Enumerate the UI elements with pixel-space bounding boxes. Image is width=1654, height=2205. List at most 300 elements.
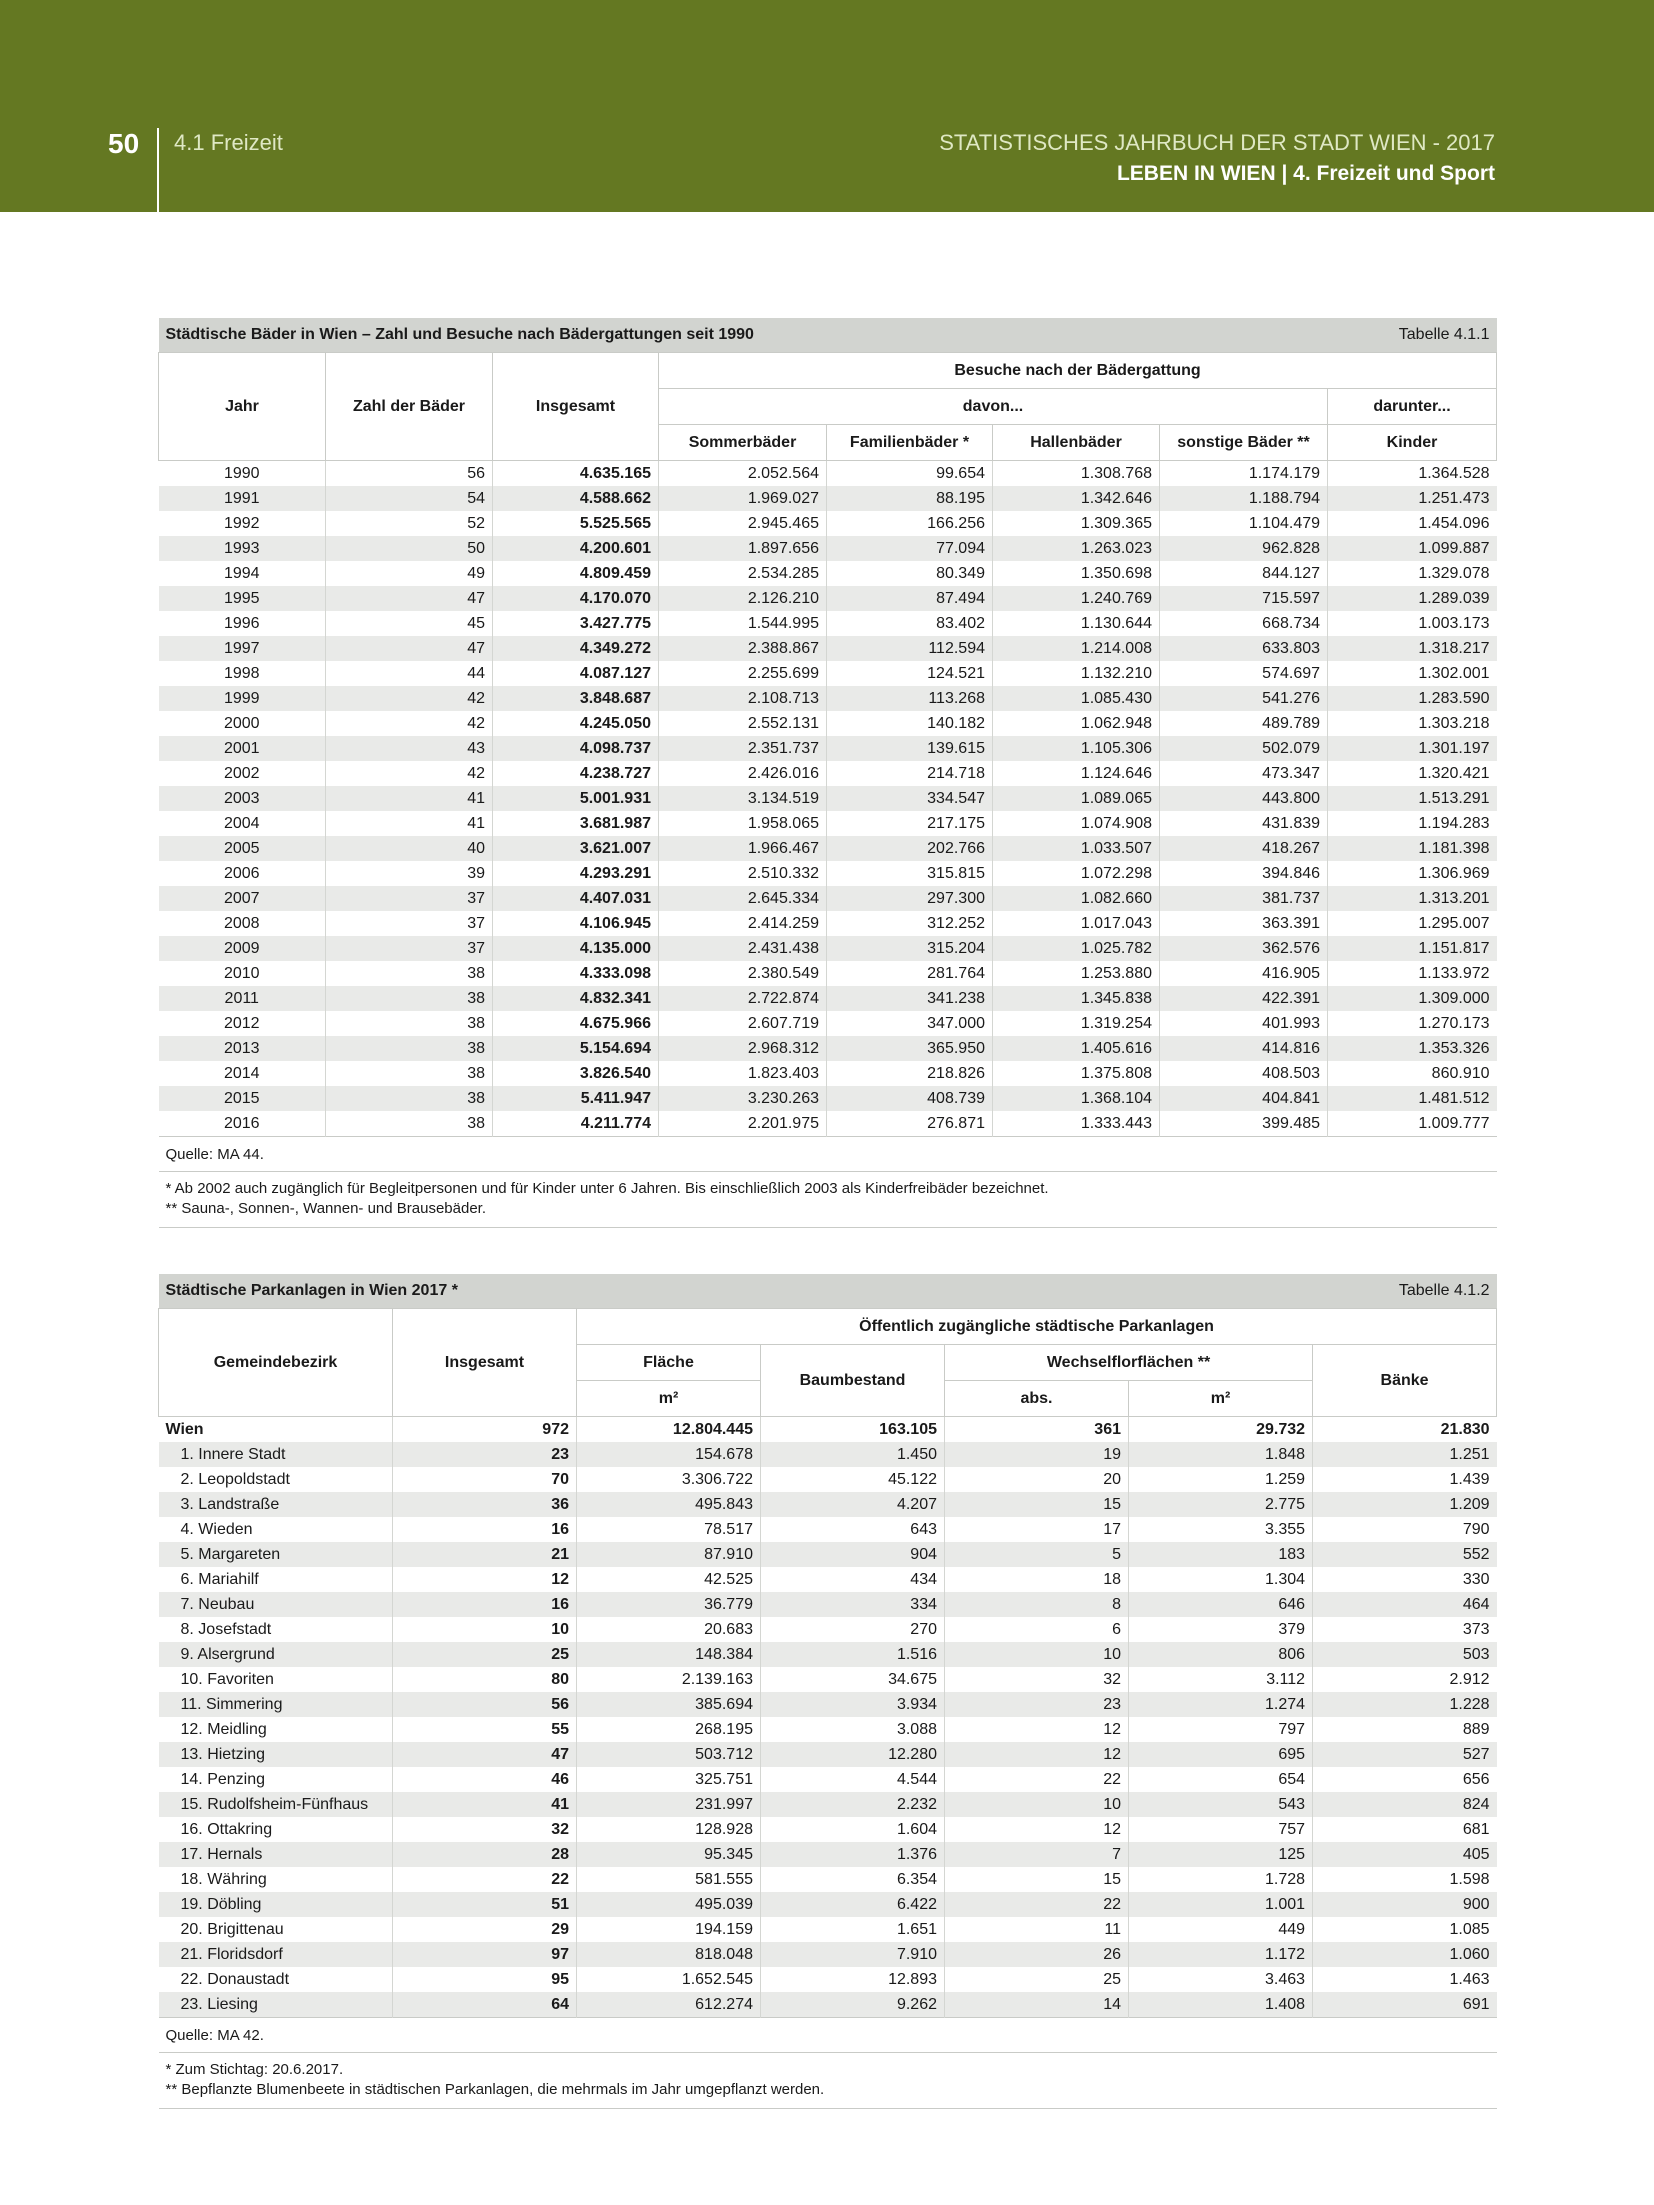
- table-cell: 12: [945, 1742, 1129, 1767]
- table-cell: 2002: [223, 764, 260, 782]
- table-cell: 495.843: [577, 1492, 761, 1517]
- page-number: 50: [108, 128, 140, 159]
- table-cell: 2.108.713: [659, 686, 827, 711]
- table-cell: 2005: [159, 836, 326, 861]
- table-cell: 4.098.737: [493, 736, 659, 761]
- table-cell: 334.547: [827, 786, 993, 811]
- table-cell: 418.267: [1160, 836, 1328, 861]
- table-cell: 1.823.403: [659, 1061, 827, 1086]
- table-cell: 1.329.078: [1328, 561, 1497, 586]
- table-cell: 25: [393, 1642, 577, 1667]
- table-source: Quelle: MA 44.: [159, 1137, 1497, 1172]
- table-parks-body: [159, 1417, 1497, 2018]
- table-cell: 1.062.948: [993, 711, 1160, 736]
- table-cell: 1.375.808: [993, 1061, 1160, 1086]
- table-cell: 36: [393, 1492, 577, 1517]
- table-row: [159, 1517, 1497, 1542]
- table-cell: 218.826: [827, 1061, 993, 1086]
- table-cell: 13. Hietzing: [159, 1742, 393, 1767]
- table-cell: 83.402: [827, 611, 993, 636]
- section-label: 4.1 Freizeit: [174, 130, 283, 155]
- table-cell: 4.832.341: [493, 986, 659, 1011]
- table-cell: 757: [1129, 1817, 1313, 1842]
- table-cell: 19. Döbling: [159, 1892, 393, 1917]
- table-cell: 824: [1313, 1792, 1497, 1817]
- table-cell: 962.828: [1160, 536, 1328, 561]
- table-cell: 2.052.564: [659, 461, 827, 487]
- table-cell: 10. Favoriten: [180, 1670, 274, 1688]
- table-cell: 12.804.445: [577, 1417, 761, 1443]
- table-row: [159, 661, 1497, 686]
- table-cell: Wien: [165, 1420, 204, 1438]
- table-cell: 1.289.039: [1328, 586, 1497, 611]
- table-cell: 17: [945, 1517, 1129, 1542]
- table-cell: 87.910: [577, 1542, 761, 1567]
- table-cell: 217.175: [827, 811, 993, 836]
- table-cell: 1.251: [1313, 1442, 1497, 1467]
- table-cell: 42: [326, 686, 493, 711]
- table-cell: 2.388.867: [659, 636, 827, 661]
- table-cell: 1993: [159, 536, 326, 561]
- table-cell: 15: [945, 1492, 1129, 1517]
- table-cell: 3.463: [1129, 1967, 1313, 1992]
- note-1: * Zum Stichtag: 20.6.2017.: [165, 2061, 344, 2078]
- table-cell: 28: [393, 1842, 577, 1867]
- chapter-title: LEBEN IN WIEN | 4. Freizeit und Sport: [1116, 162, 1495, 185]
- table-row: [159, 711, 1497, 736]
- table-cell: 5.001.931: [493, 786, 659, 811]
- table-row: [159, 561, 1497, 586]
- table-cell: 12: [393, 1567, 577, 1592]
- table-cell: 80: [393, 1667, 577, 1692]
- table-cell: 2.645.334: [659, 886, 827, 911]
- col-header-abs: abs.: [945, 1381, 1129, 1417]
- table-cell: 643: [761, 1517, 945, 1542]
- table-cell: 1.368.104: [993, 1086, 1160, 1111]
- table-cell: 36.779: [577, 1592, 761, 1617]
- table-cell: 2.510.332: [659, 861, 827, 886]
- table-cell: 2016: [223, 1114, 260, 1132]
- table-cell: 41: [326, 786, 493, 811]
- table-cell: 38: [326, 1036, 493, 1061]
- table-cell: 972: [393, 1417, 577, 1443]
- table-cell: 15: [945, 1867, 1129, 1892]
- table-cell: 1.283.590: [1328, 686, 1497, 711]
- table-cell: 315.204: [827, 936, 993, 961]
- table-cell: 797: [1129, 1717, 1313, 1742]
- table-cell: 20: [945, 1467, 1129, 1492]
- table-cell: 362.576: [1160, 936, 1328, 961]
- table-cell: 844.127: [1160, 561, 1328, 586]
- table-cell: 385.694: [577, 1692, 761, 1717]
- table-cell: 3.934: [761, 1692, 945, 1717]
- table-cell: 4.293.291: [493, 861, 659, 886]
- table-row: [159, 461, 1497, 487]
- table-cell: 3.134.519: [659, 786, 827, 811]
- table-cell: 41: [393, 1792, 577, 1817]
- table-row: [159, 1442, 1497, 1467]
- table-cell: 112.594: [827, 636, 993, 661]
- table-cell: 2.968.312: [659, 1036, 827, 1061]
- table-cell: 405: [1313, 1842, 1497, 1867]
- table-cell: 1.017.043: [993, 911, 1160, 936]
- table-cell: 14. Penzing: [180, 1770, 266, 1788]
- table-row: [159, 986, 1497, 1011]
- table-cell: 5.411.947: [493, 1086, 659, 1111]
- table-cell: 431.839: [1160, 811, 1328, 836]
- table-cell: 4.135.000: [493, 936, 659, 961]
- table-cell: 315.815: [827, 861, 993, 886]
- table-cell: 77.094: [827, 536, 993, 561]
- table-row: [159, 1942, 1497, 1967]
- table-row: [159, 1967, 1497, 1992]
- table-cell: 50: [326, 536, 493, 561]
- table-row: [159, 586, 1497, 611]
- table-cell: 4.211.774: [493, 1111, 659, 1137]
- table-cell: 1.516: [761, 1642, 945, 1667]
- table-cell: 78.517: [577, 1517, 761, 1542]
- table-cell: 22: [393, 1867, 577, 1892]
- table-cell: 503.712: [577, 1742, 761, 1767]
- table-cell: 194.159: [577, 1917, 761, 1942]
- table-cell: 1.089.065: [993, 786, 1160, 811]
- table-cell: 281.764: [827, 961, 993, 986]
- table-cell: 2012: [223, 1014, 260, 1032]
- table-cell: 4. Wieden: [180, 1520, 253, 1538]
- table-cell: 52: [326, 511, 493, 536]
- table-cell: 9. Alsergrund: [159, 1642, 393, 1667]
- table-cell: 47: [326, 636, 493, 661]
- table-baeder-body: [159, 461, 1497, 1137]
- table-cell: 443.800: [1160, 786, 1328, 811]
- table-cell: 15. Rudolfsheim-Fünfhaus: [159, 1792, 393, 1817]
- table-cell: 297.300: [827, 886, 993, 911]
- table-cell: 2.912: [1313, 1667, 1497, 1692]
- table-cell: 2006: [223, 864, 260, 882]
- table-cell: 2010: [223, 964, 260, 982]
- table-cell: 2007: [159, 886, 326, 911]
- table-cell: 10: [945, 1642, 1129, 1667]
- table-cell: 399.485: [1160, 1111, 1328, 1137]
- table-cell: 1.194.283: [1328, 811, 1497, 836]
- table-cell: 1.333.443: [993, 1111, 1160, 1137]
- table-cell: 373: [1313, 1617, 1497, 1642]
- table-row: [159, 686, 1497, 711]
- table-cell: 503: [1313, 1642, 1497, 1667]
- table-cell: 401.993: [1160, 1011, 1328, 1036]
- table-cell: 1.513.291: [1328, 786, 1497, 811]
- table-cell: 47: [393, 1742, 577, 1767]
- table-notes: [159, 2053, 1497, 2109]
- table-cell: 1.174.179: [1160, 461, 1328, 487]
- table-cell: 6. Mariahilf: [180, 1570, 259, 1588]
- table-cell: 527: [1313, 1742, 1497, 1767]
- table-cell: 1.309.000: [1328, 986, 1497, 1011]
- table-cell: 2.775: [1129, 1492, 1313, 1517]
- table-cell: 3.230.263: [659, 1086, 827, 1111]
- table-cell: 2.426.016: [659, 761, 827, 786]
- table-cell: 1.228: [1313, 1692, 1497, 1717]
- table-cell: 365.950: [827, 1036, 993, 1061]
- table-cell: 95: [393, 1967, 577, 1992]
- table-row: [159, 536, 1497, 561]
- table-row: [159, 1792, 1497, 1817]
- table-cell: 10: [393, 1617, 577, 1642]
- yearbook-title: STATISTISCHES JAHRBUCH DER STADT WIEN - 2017: [939, 130, 1495, 155]
- table-cell: 489.789: [1160, 711, 1328, 736]
- table-cell: 1.240.769: [993, 586, 1160, 611]
- table-number: Tabelle 4.1.2: [1313, 1274, 1497, 1309]
- table-cell: 49: [326, 561, 493, 586]
- table-cell: 139.615: [827, 736, 993, 761]
- table-cell: 7.910: [761, 1942, 945, 1967]
- table-cell: 3.681.987: [493, 811, 659, 836]
- table-cell: 54: [326, 486, 493, 511]
- table-cell: 715.597: [1160, 586, 1328, 611]
- table-cell: 4.087.127: [493, 661, 659, 686]
- table-cell: 361: [945, 1417, 1129, 1443]
- table-cell: 695: [1129, 1742, 1313, 1767]
- table-cell: 12.893: [761, 1967, 945, 1992]
- table-cell: 47: [326, 586, 493, 611]
- table-cell: 270: [761, 1617, 945, 1642]
- col-header-familien: Familienbäder *: [827, 425, 993, 461]
- table-cell: 9.262: [761, 1992, 945, 2018]
- table-cell: 1.652.545: [577, 1967, 761, 1992]
- table-cell: 1.319.254: [993, 1011, 1160, 1036]
- table-cell: 2.534.285: [659, 561, 827, 586]
- table-cell: 2008: [223, 914, 260, 932]
- table-title: Städtische Parkanlagen in Wien 2017 *: [159, 1274, 1313, 1309]
- table-row: [159, 836, 1497, 861]
- table-cell: 10: [945, 1792, 1129, 1817]
- table-cell: 8. Josefstadt: [180, 1620, 272, 1638]
- table-cell: 2000: [223, 714, 260, 732]
- table-notes: [159, 1172, 1497, 1228]
- table-cell: 2.414.259: [659, 911, 827, 936]
- table-cell: 46: [393, 1767, 577, 1792]
- table-row-total: [159, 1417, 1497, 1443]
- table-row: [159, 1011, 1497, 1036]
- table-cell: 464: [1313, 1592, 1497, 1617]
- table-cell: 818.048: [577, 1942, 761, 1967]
- table-cell: 1.958.065: [659, 811, 827, 836]
- table-cell: 37: [326, 911, 493, 936]
- table-cell: 656: [1313, 1767, 1497, 1792]
- table-cell: 2.722.874: [659, 986, 827, 1011]
- col-header-davon: davon...: [659, 389, 1328, 425]
- table-cell: 148.384: [577, 1642, 761, 1667]
- table-cell: 29.732: [1129, 1417, 1313, 1443]
- table-cell: 40: [326, 836, 493, 861]
- table-cell: 1.848: [1129, 1442, 1313, 1467]
- table-row: [159, 936, 1497, 961]
- table-cell: 38: [326, 1086, 493, 1111]
- table-cell: 11. Simmering: [159, 1692, 393, 1717]
- table-cell: 3.621.007: [493, 836, 659, 861]
- table-cell: 3. Landstraße: [159, 1492, 393, 1517]
- table-cell: 1.072.298: [993, 861, 1160, 886]
- table-cell: 1.130.644: [993, 611, 1160, 636]
- table-cell: 21. Floridsdorf: [159, 1942, 393, 1967]
- table-cell: 3.427.775: [493, 611, 659, 636]
- table-cell: 1.651: [761, 1917, 945, 1942]
- table-cell: 581.555: [577, 1867, 761, 1892]
- table-row: [159, 1992, 1497, 2018]
- table-cell: 5. Margareten: [159, 1542, 393, 1567]
- table-cell: 44: [326, 661, 493, 686]
- table-row: [159, 861, 1497, 886]
- table-row: [159, 1036, 1497, 1061]
- table-cell: 163.105: [761, 1417, 945, 1443]
- table-cell: 2013: [159, 1036, 326, 1061]
- col-header-jahr: Jahr: [159, 353, 326, 461]
- table-cell: 1.082.660: [993, 886, 1160, 911]
- table-row: [159, 1617, 1497, 1642]
- table-cell: 16: [393, 1517, 577, 1542]
- col-header-sommer: Sommerbäder: [659, 425, 827, 461]
- table-cell: 1.085: [1313, 1917, 1497, 1942]
- table-row: [159, 911, 1497, 936]
- table-row: [159, 761, 1497, 786]
- table-row: [159, 1111, 1497, 1137]
- table-cell: 5.525.565: [493, 511, 659, 536]
- table-cell: 88.195: [827, 486, 993, 511]
- table-row: [159, 1692, 1497, 1717]
- table-cell: 32: [945, 1667, 1129, 1692]
- table-cell: 414.816: [1160, 1036, 1328, 1061]
- table-cell: 1.151.817: [1328, 936, 1497, 961]
- table-cell: 1990: [223, 464, 260, 482]
- table-cell: 408.739: [827, 1086, 993, 1111]
- table-cell: 140.182: [827, 711, 993, 736]
- table-cell: 22. Donaustadt: [180, 1970, 290, 1988]
- table-cell: 202.766: [827, 836, 993, 861]
- table-cell: 39: [326, 861, 493, 886]
- table-cell: 4.588.662: [493, 486, 659, 511]
- table-cell: 38: [326, 1011, 493, 1036]
- table-cell: 154.678: [577, 1442, 761, 1467]
- table-cell: 889: [1313, 1717, 1497, 1742]
- table-cell: 473.347: [1160, 761, 1328, 786]
- col-header-flaeche-unit: m²: [577, 1381, 761, 1417]
- table-cell: 1.364.528: [1328, 461, 1497, 487]
- table-cell: 4.635.165: [493, 461, 659, 487]
- table-cell: 668.734: [1160, 611, 1328, 636]
- table-cell: 5: [945, 1542, 1129, 1567]
- table-cell: 4.207: [761, 1492, 945, 1517]
- table-cell: 422.391: [1160, 986, 1328, 1011]
- table-cell: 1.408: [1129, 1992, 1313, 2018]
- table-cell: 495.039: [577, 1892, 761, 1917]
- table-cell: 17. Hernals: [159, 1842, 393, 1867]
- table-cell: 5.154.694: [493, 1036, 659, 1061]
- header-band: [0, 0, 1654, 212]
- table-row: [159, 611, 1497, 636]
- table-cell: 1.259: [1129, 1467, 1313, 1492]
- table-cell: 1.728: [1129, 1867, 1313, 1892]
- table-cell: 1.342.646: [993, 486, 1160, 511]
- table-cell: 3.088: [761, 1717, 945, 1742]
- table-cell: 612.274: [577, 1992, 761, 2018]
- table-cell: 125: [1129, 1842, 1313, 1867]
- table-row: [159, 786, 1497, 811]
- col-header-oeffentlich: Öffentlich zugängliche städtische Parkanlagen: [577, 1309, 1497, 1345]
- table-cell: 2.201.975: [659, 1111, 827, 1137]
- table-cell: 21.830: [1313, 1417, 1497, 1443]
- table-cell: 3.112: [1129, 1667, 1313, 1692]
- table-row: [159, 1667, 1497, 1692]
- table-cell: 2. Leopoldstadt: [180, 1470, 290, 1488]
- table-cell: 904: [761, 1542, 945, 1567]
- table-cell: 45.122: [761, 1467, 945, 1492]
- table-cell: 4.200.601: [493, 536, 659, 561]
- table-cell: 12.280: [761, 1742, 945, 1767]
- table-cell: 1.214.008: [993, 636, 1160, 661]
- col-header-darunter: darunter...: [1328, 389, 1497, 425]
- table-cell: 183: [1129, 1542, 1313, 1567]
- col-header-kinder: Kinder: [1328, 425, 1497, 461]
- table-cell: 1.085.430: [993, 686, 1160, 711]
- table-cell: 900: [1313, 1892, 1497, 1917]
- table-cell: 574.697: [1160, 661, 1328, 686]
- table-cell: 1. Innere Stadt: [159, 1442, 393, 1467]
- table-cell: 214.718: [827, 761, 993, 786]
- table-cell: 87.494: [827, 586, 993, 611]
- table-cell: 1.439: [1313, 1467, 1497, 1492]
- table-cell: 347.000: [827, 1011, 993, 1036]
- table-row: [159, 1717, 1497, 1742]
- table-cell: 1.132.210: [993, 661, 1160, 686]
- table-cell: 2.232: [761, 1792, 945, 1817]
- table-cell: 1992: [223, 514, 260, 532]
- col-header-zahl: Zahl der Bäder: [326, 353, 493, 461]
- table-cell: 2015: [159, 1086, 326, 1111]
- table-cell: 4.238.727: [493, 761, 659, 786]
- table-cell: 231.997: [577, 1792, 761, 1817]
- table-cell: 312.252: [827, 911, 993, 936]
- table-cell: 1.251.473: [1328, 486, 1497, 511]
- table-parks: [158, 1274, 1497, 2109]
- table-cell: 691: [1313, 1992, 1497, 2018]
- table-title: Städtische Bäder in Wien – Zahl und Besuche nach Bädergattungen seit 1990: [159, 318, 1328, 353]
- table-cell: 1.074.908: [993, 811, 1160, 836]
- table-cell: 1.604: [761, 1817, 945, 1842]
- table-cell: 42: [326, 761, 493, 786]
- table-cell: 26: [945, 1942, 1129, 1967]
- table-cell: 3.848.687: [493, 686, 659, 711]
- table-cell: 70: [393, 1467, 577, 1492]
- table-cell: 95.345: [577, 1842, 761, 1867]
- table-cell: 860.910: [1328, 1061, 1497, 1086]
- table-cell: 42.525: [577, 1567, 761, 1592]
- table-cell: 334: [761, 1592, 945, 1617]
- table-cell: 23: [945, 1692, 1129, 1717]
- table-row: [159, 1642, 1497, 1667]
- table-cell: 2011: [159, 986, 326, 1011]
- table-cell: 790: [1313, 1517, 1497, 1542]
- table-cell: 1.969.027: [659, 486, 827, 511]
- table-cell: 1.304: [1129, 1567, 1313, 1592]
- table-row: [159, 1086, 1497, 1111]
- table-cell: 4.407.031: [493, 886, 659, 911]
- table-cell: 552: [1313, 1542, 1497, 1567]
- table-cell: 1995: [159, 586, 326, 611]
- table-cell: 8: [945, 1592, 1129, 1617]
- table-cell: 12. Meidling: [180, 1720, 267, 1738]
- table-cell: 3.355: [1129, 1517, 1313, 1542]
- col-header-insgesamt: Insgesamt: [393, 1309, 577, 1417]
